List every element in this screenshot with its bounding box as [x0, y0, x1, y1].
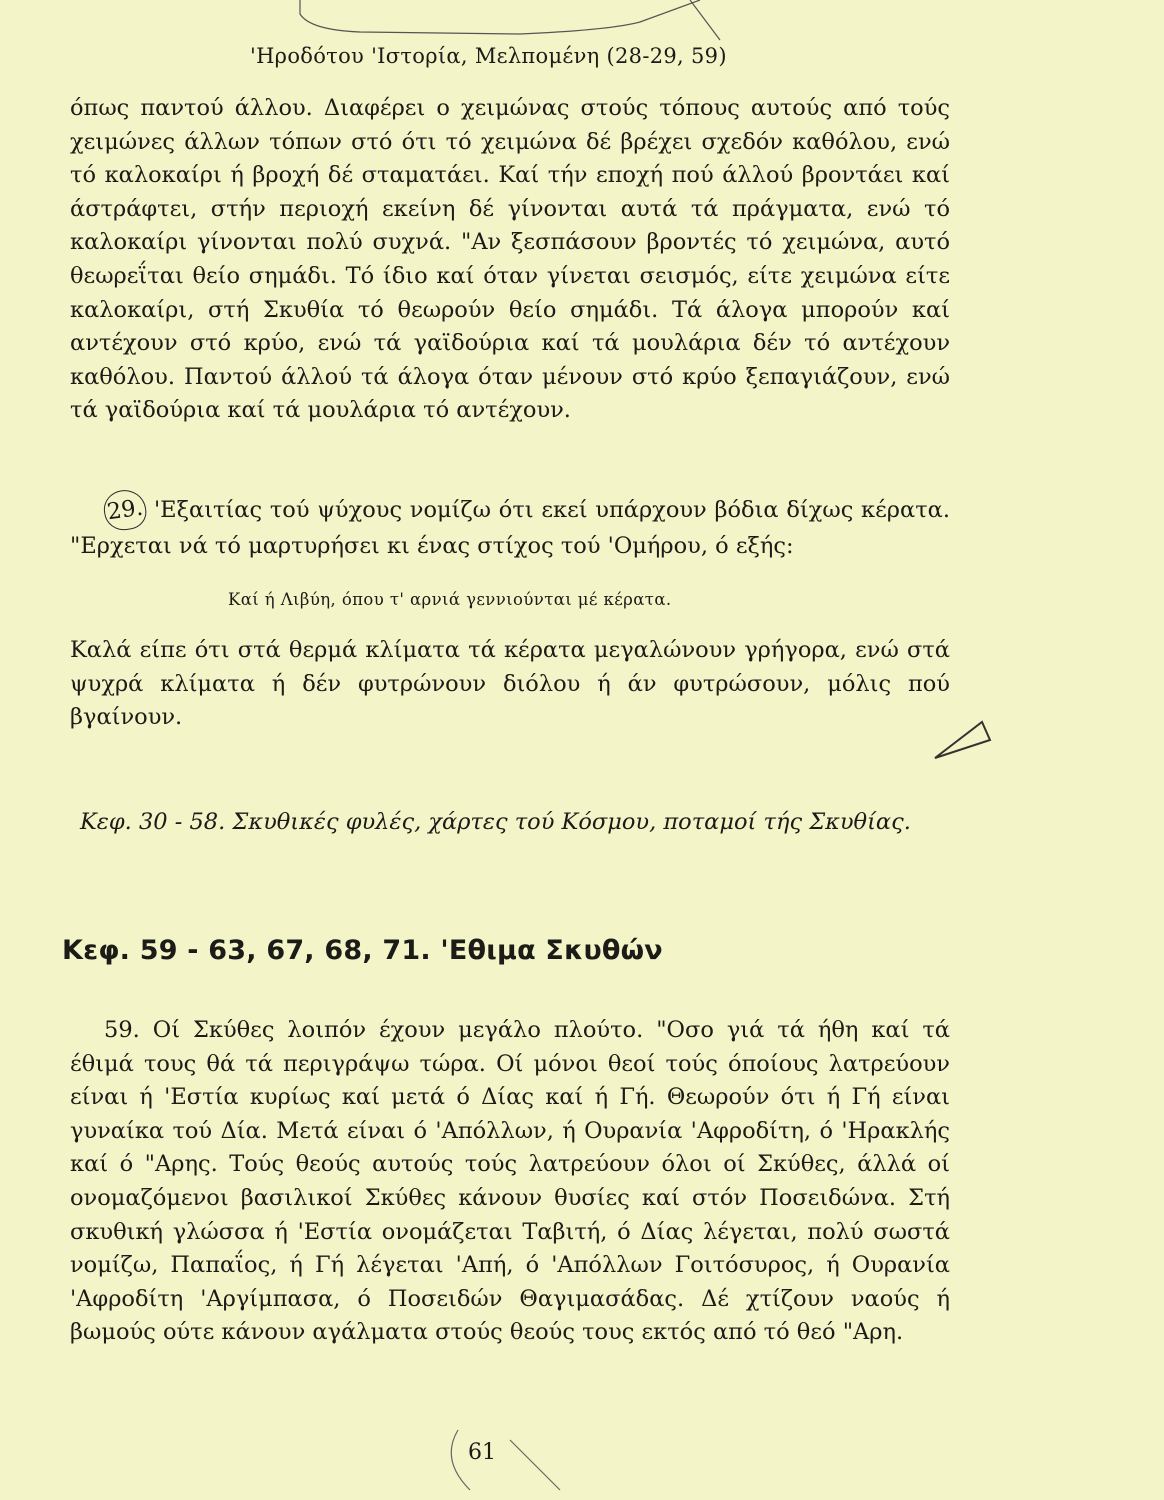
running-header: 'Ηροδότου 'Ιστορία, Μελπομένη (28-29, 59) — [250, 44, 727, 68]
paragraph-29-text: 'Εξαιτίας τού ψύχους νομίζω ότι εκεί υπάρχουν βόδια δίχως κέρατα. "Ερχεται νά τό μαρτυρήσει κι ένας στίχος τού 'Ομήρου, ό εξής: — [70, 497, 950, 559]
paragraph-29-continued: Καλά είπε ότι στά θερμά κλίματα τά κέρατα μεγαλώνουν γρήγορα, ενώ στά ψυχρά κλίματα ή δέν φυτρώνουν διόλου ή άν φυτρώσουν, μόλις πού βγαίνουν. — [70, 637, 950, 731]
paragraph-59-text: Οί Σκύθες λοιπόν έχουν μεγάλο πλούτο. "Οσο γιά τά ήθη καί τά έθιμά τους θά τά περιγράψω τώρα. Οί μόνοι θεοί τούς όποίους λατρεύουν είναι ή 'Εστία κυρίως καί μετά ό Δίας καί ή Γή. Θεωρούν ότι ή Γή είναι γυναίκα τού Δία. Μετά είναι ό 'Απόλλων, ή Ουρανία 'Αφροδίτη, ό 'Ηρακλής καί ό "Αρης. Τούς θεούς αυτούς τούς λατρεύουν όλοι οί Σκύθες, άλλά οί ονομαζόμενοι βασιλικοί Σκύθες κάνουν θυσίες καί στόν Ποσειδώνα. Στή σκυθική γλώσσα ή 'Εστία ονομάζεται Ταβιτή, ό Δίας λέγεται, πολύ σωστά νομίζω, Παπαΐος, ή Γή λέγεται 'Απή, ό 'Απόλλων Γοιτόσυρος, ή Ουρανία 'Αφροδίτη 'Αργίμπασα, ό Ποσειδών Θαγιμασάδας. Δέ χτίζουν ναούς ή βωμούς ούτε κάνουν αγάλματα στούς θεούς τους εκτός από τό θεό "Αρη. — [70, 1017, 951, 1346]
paragraph-29 — [70, 490, 950, 564]
section-summary-30-58: Κεφ. 30 - 58. Σκυθικές φυλές, χάρτες τού Κόσμου, ποταμοί τής Σκυθίας. — [80, 809, 911, 835]
top-pencil-scribble — [300, 0, 720, 40]
paragraph-59 — [70, 1014, 950, 1350]
paragraph-number-29: 29. — [101, 487, 148, 532]
page-number: 61 — [468, 1440, 496, 1465]
homer-verse-quote: Καί ή Λιβύη, όπου τ' αρνιά γεννιούνται μέ κέρατα. — [228, 590, 672, 609]
paragraph-28-continued: όπως παντού άλλου. Διαφέρει ο χειμώνας στούς τόπους αυτούς από τούς χειμώνες άλλων τόπων στό ότι τό χειμώνα δέ βρέχει σχεδόν καθόλου, ενώ τό καλοκαίρι ή βροχή δέ σταματάει. Καί τήν εποχή πού άλλού βροντάει καί άστράφτει, στήν περιοχή εκείνη δέ γίνονται αυτά τά πράγματα, ενώ τό καλοκαίρι γίνονται πολύ συχνά. "Αν ξεσπάσουν βροντές τό χειμώνα, αυτό θεωρεΐται θείο σημάδι. Τό ίδιο καί όταν γίνεται σεισμός, είτε χειμώνα είτε καλοκαίρι, στή Σκυθία τό θεωρούν θείο σημάδι. Τά άλογα μπορούν καί αντέχουν στό κρύο, ενώ τά γαϊδούρια καί τά μουλάρια δέν τό αντέχουν καθόλου. Παντού άλλού τά άλογα όταν μένουν στό κρύο ξεπαγιάζουν, ενώ τά γαϊδούρια καί τά μουλάρια τό αντέχουν. — [70, 95, 950, 424]
paragraph-number-59: 59. — [104, 1017, 140, 1043]
chapter-heading: Κεφ. 59 - 63, 67, 68, 71. 'Εθιμα Σκυθών — [62, 935, 663, 966]
